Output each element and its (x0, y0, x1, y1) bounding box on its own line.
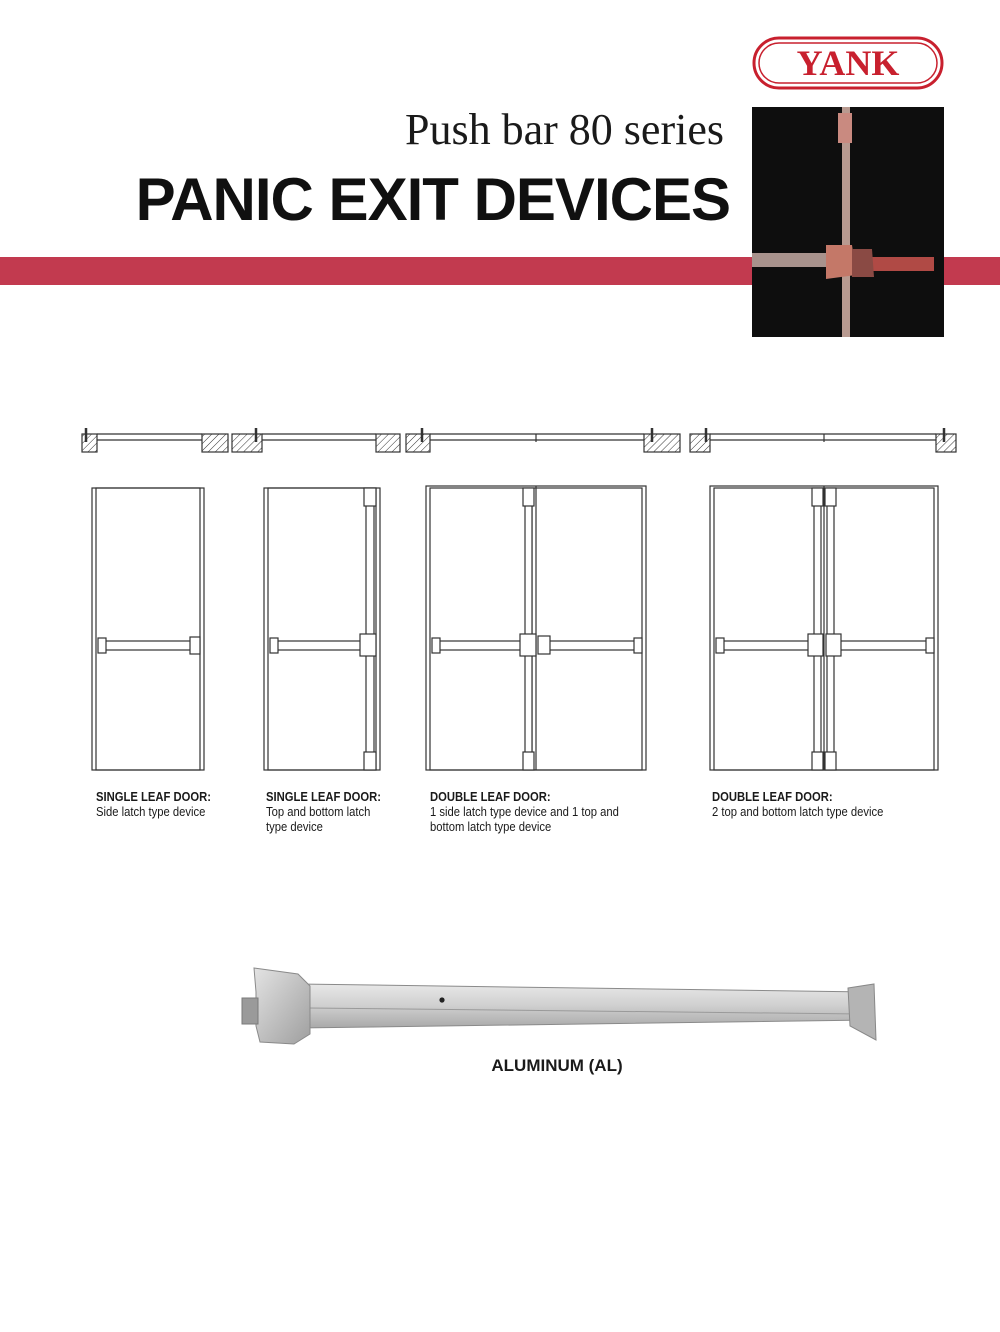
product-label: ALUMINUM (AL) (491, 1056, 623, 1075)
plan-view-3 (406, 428, 680, 452)
door-double-top-bottom (710, 486, 938, 770)
logo-text: YANK (796, 43, 900, 83)
yank-logo (752, 36, 944, 90)
caption-description: Side latch type device (96, 805, 206, 819)
door-diagrams (70, 420, 970, 790)
door-single-top-bottom-latch (264, 488, 380, 770)
page-title: PANIC EXIT DEVICES (135, 166, 730, 233)
caption-description: 1 side latch type device and 1 top and bottom latch type device (430, 805, 619, 834)
caption-config-1 (96, 790, 249, 820)
push-bar-image (238, 962, 878, 1048)
caption-heading: SINGLE LEAF DOOR: (96, 790, 212, 804)
caption-heading: DOUBLE LEAF DOOR: (430, 790, 551, 804)
caption-description: 2 top and bottom latch type device (712, 805, 884, 819)
plan-view-4 (690, 428, 956, 452)
door-single-side-latch (92, 488, 204, 770)
caption-heading: SINGLE LEAF DOOR: (266, 790, 382, 804)
caption-config-4 (712, 790, 910, 820)
product-photo (752, 107, 944, 337)
subtitle: Push bar 80 series (405, 105, 724, 154)
caption-heading: DOUBLE LEAF DOOR: (712, 790, 833, 804)
plan-view-1 (82, 428, 228, 452)
caption-description: Top and bottom latch type device (266, 805, 371, 834)
plan-view-2 (232, 428, 400, 452)
caption-config-3 (430, 790, 626, 835)
caption-config-2 (266, 790, 381, 835)
door-double-mixed (426, 486, 646, 770)
